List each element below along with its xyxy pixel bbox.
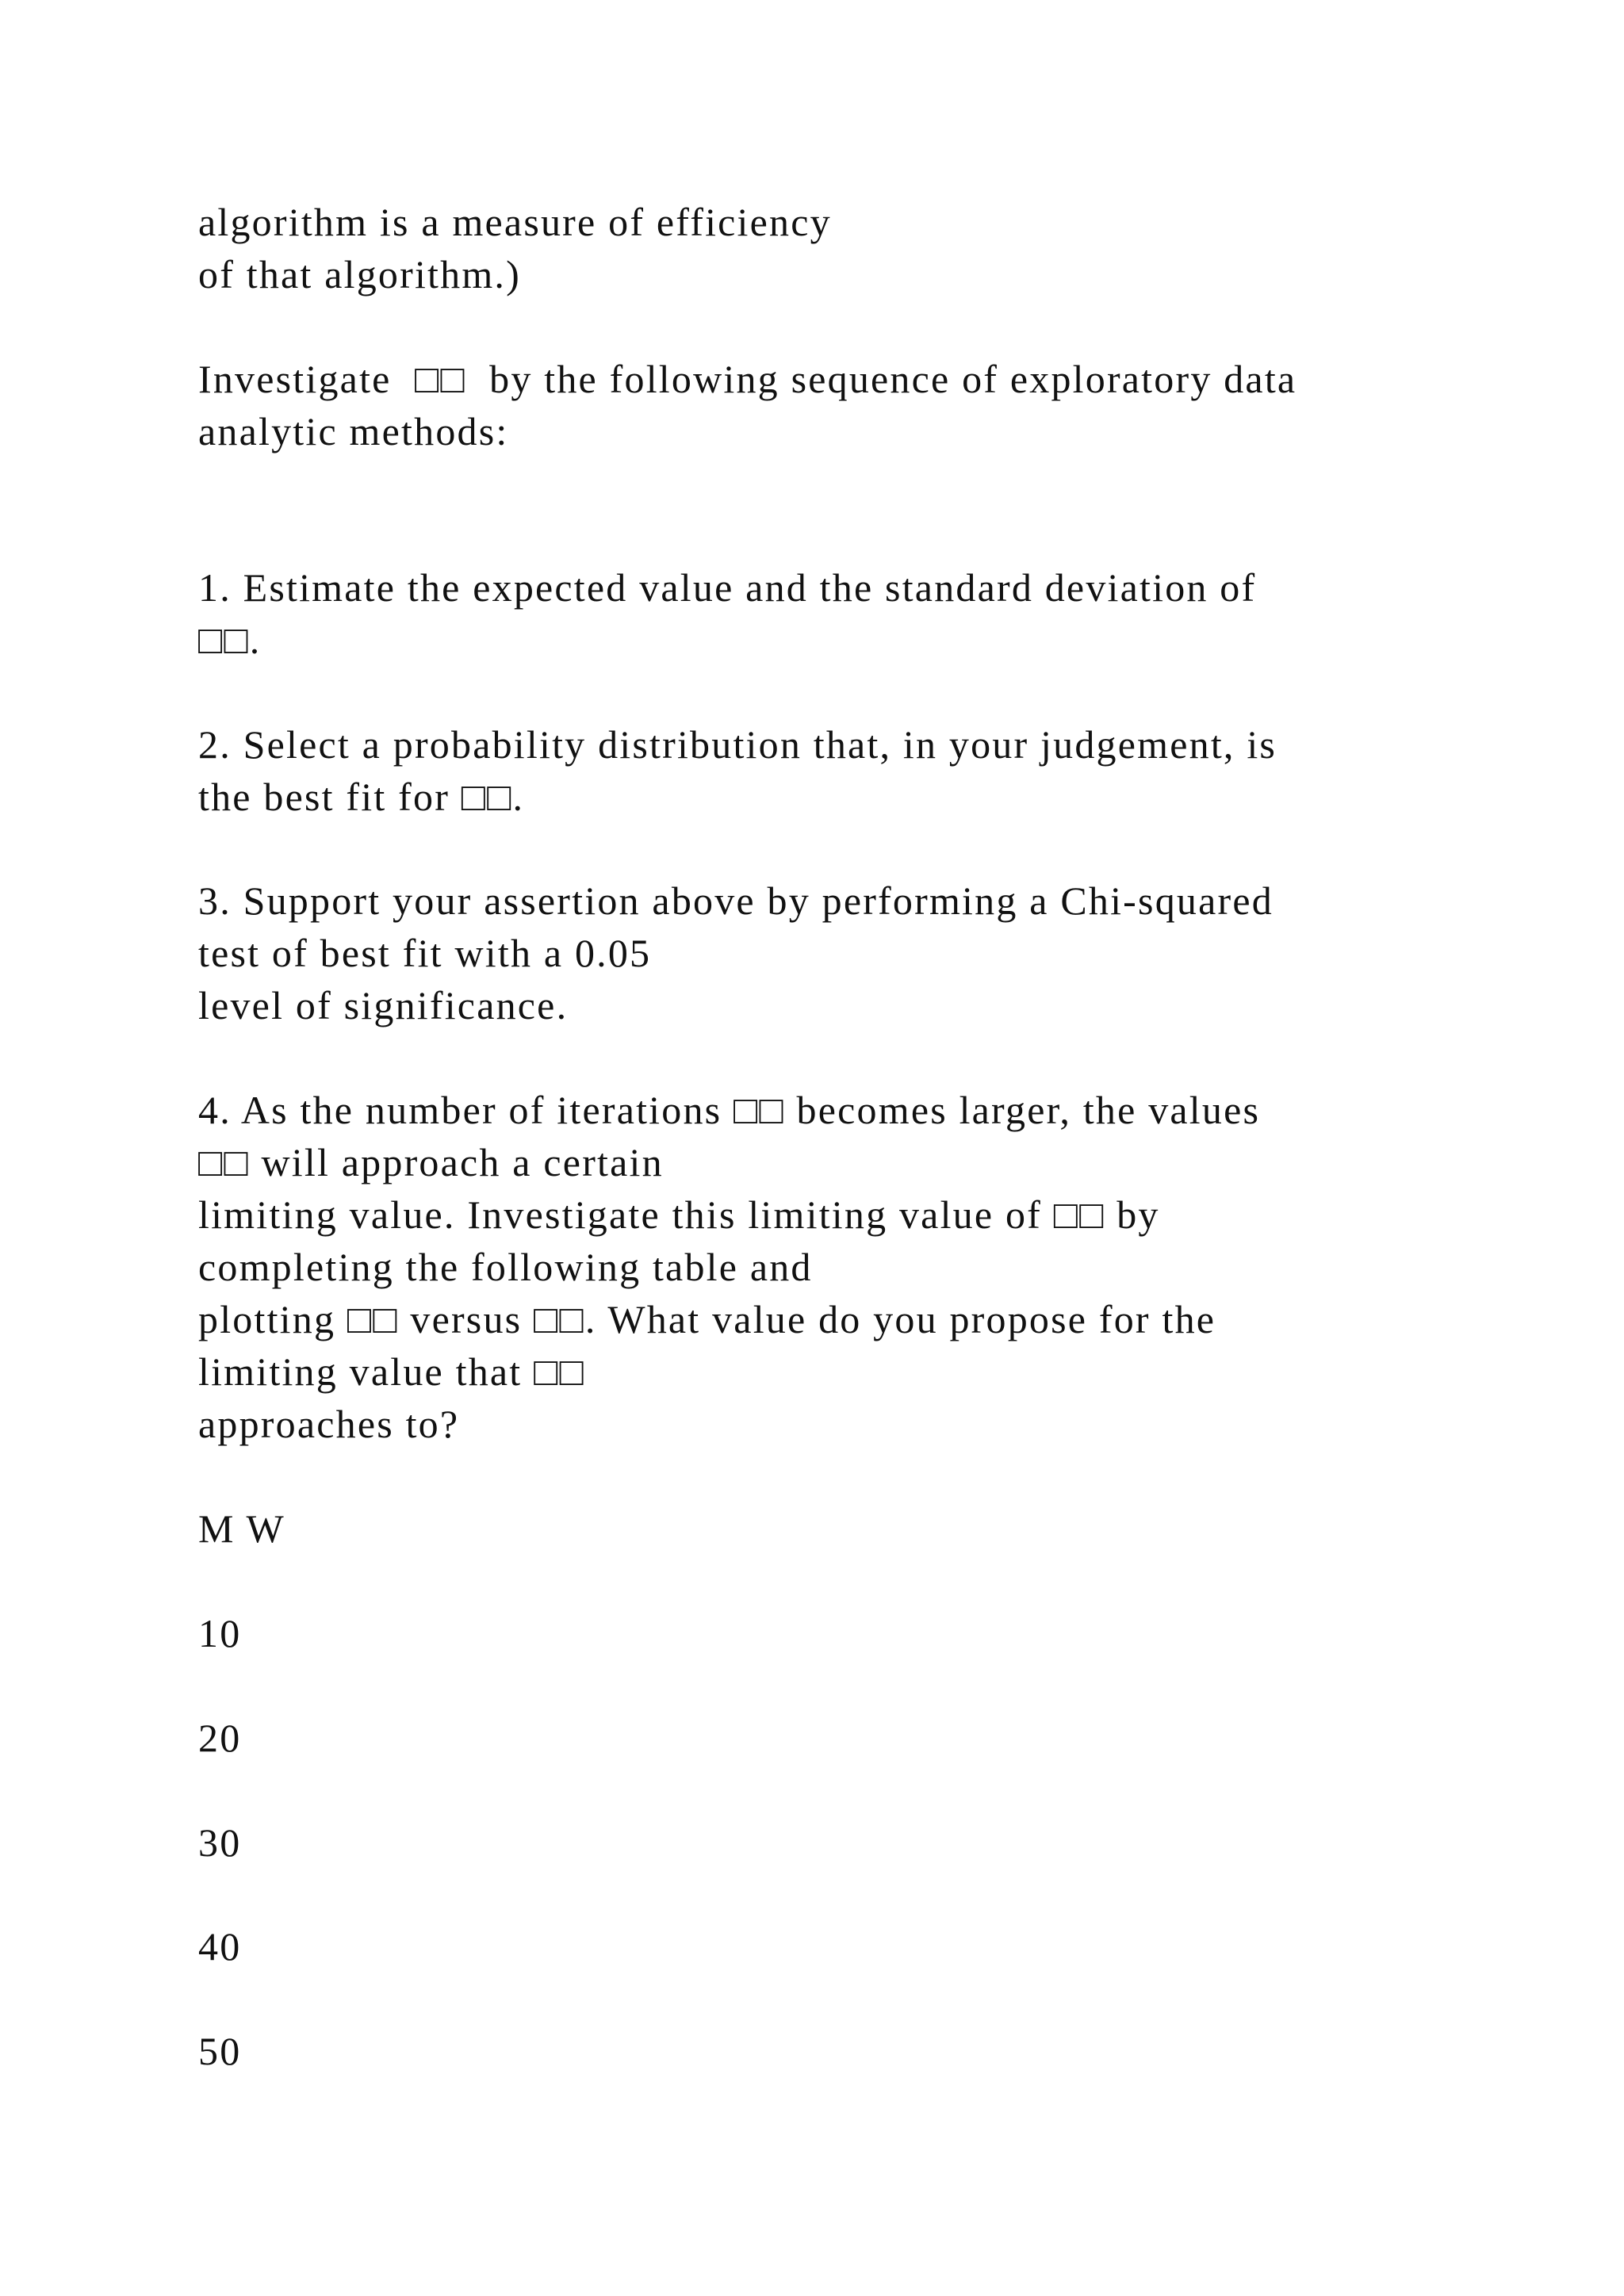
text-line: of that algorithm.) (198, 252, 521, 297)
text-line: level of significance. (198, 983, 569, 1027)
text-line: 4. As the number of iterations □□ becomes larger, the values (198, 1088, 1261, 1132)
text-line: plotting □□ versus □□. What value do you propose for the (198, 1297, 1216, 1341)
text-line: algorithm is a measure of efficiency (198, 200, 832, 244)
text-line: □□. (198, 618, 262, 662)
text-line: limiting value that □□ (198, 1349, 585, 1394)
text-line: limiting value. Investigate this limiting value of □□ by (198, 1192, 1160, 1237)
table-value: 40 (198, 1924, 242, 1969)
text-line: the best fit for □□. (198, 775, 525, 819)
text-line: 3. Support your assertion above by performing a Chi-squared (198, 878, 1274, 923)
table-value: 10 (198, 1611, 242, 1655)
text-line: test of best fit with a 0.05 (198, 931, 652, 975)
text-line: Investigate □□ by the following sequence of exploratory data (198, 357, 1297, 401)
table-value: 20 (198, 1716, 242, 1760)
text-line: completing the following table and (198, 1245, 813, 1289)
table-value: 50 (198, 2029, 242, 2073)
table-header: M W (198, 1506, 285, 1551)
text-line: analytic methods: (198, 409, 509, 453)
text-line: 1. Estimate the expected value and the standard deviation of (198, 565, 1257, 610)
text-line: 2. Select a probability distribution that, in your judgement, is (198, 722, 1277, 767)
text-line: approaches to? (198, 1402, 460, 1446)
table-value: 30 (198, 1820, 242, 1865)
text-line: □□ will approach a certain (198, 1140, 664, 1184)
